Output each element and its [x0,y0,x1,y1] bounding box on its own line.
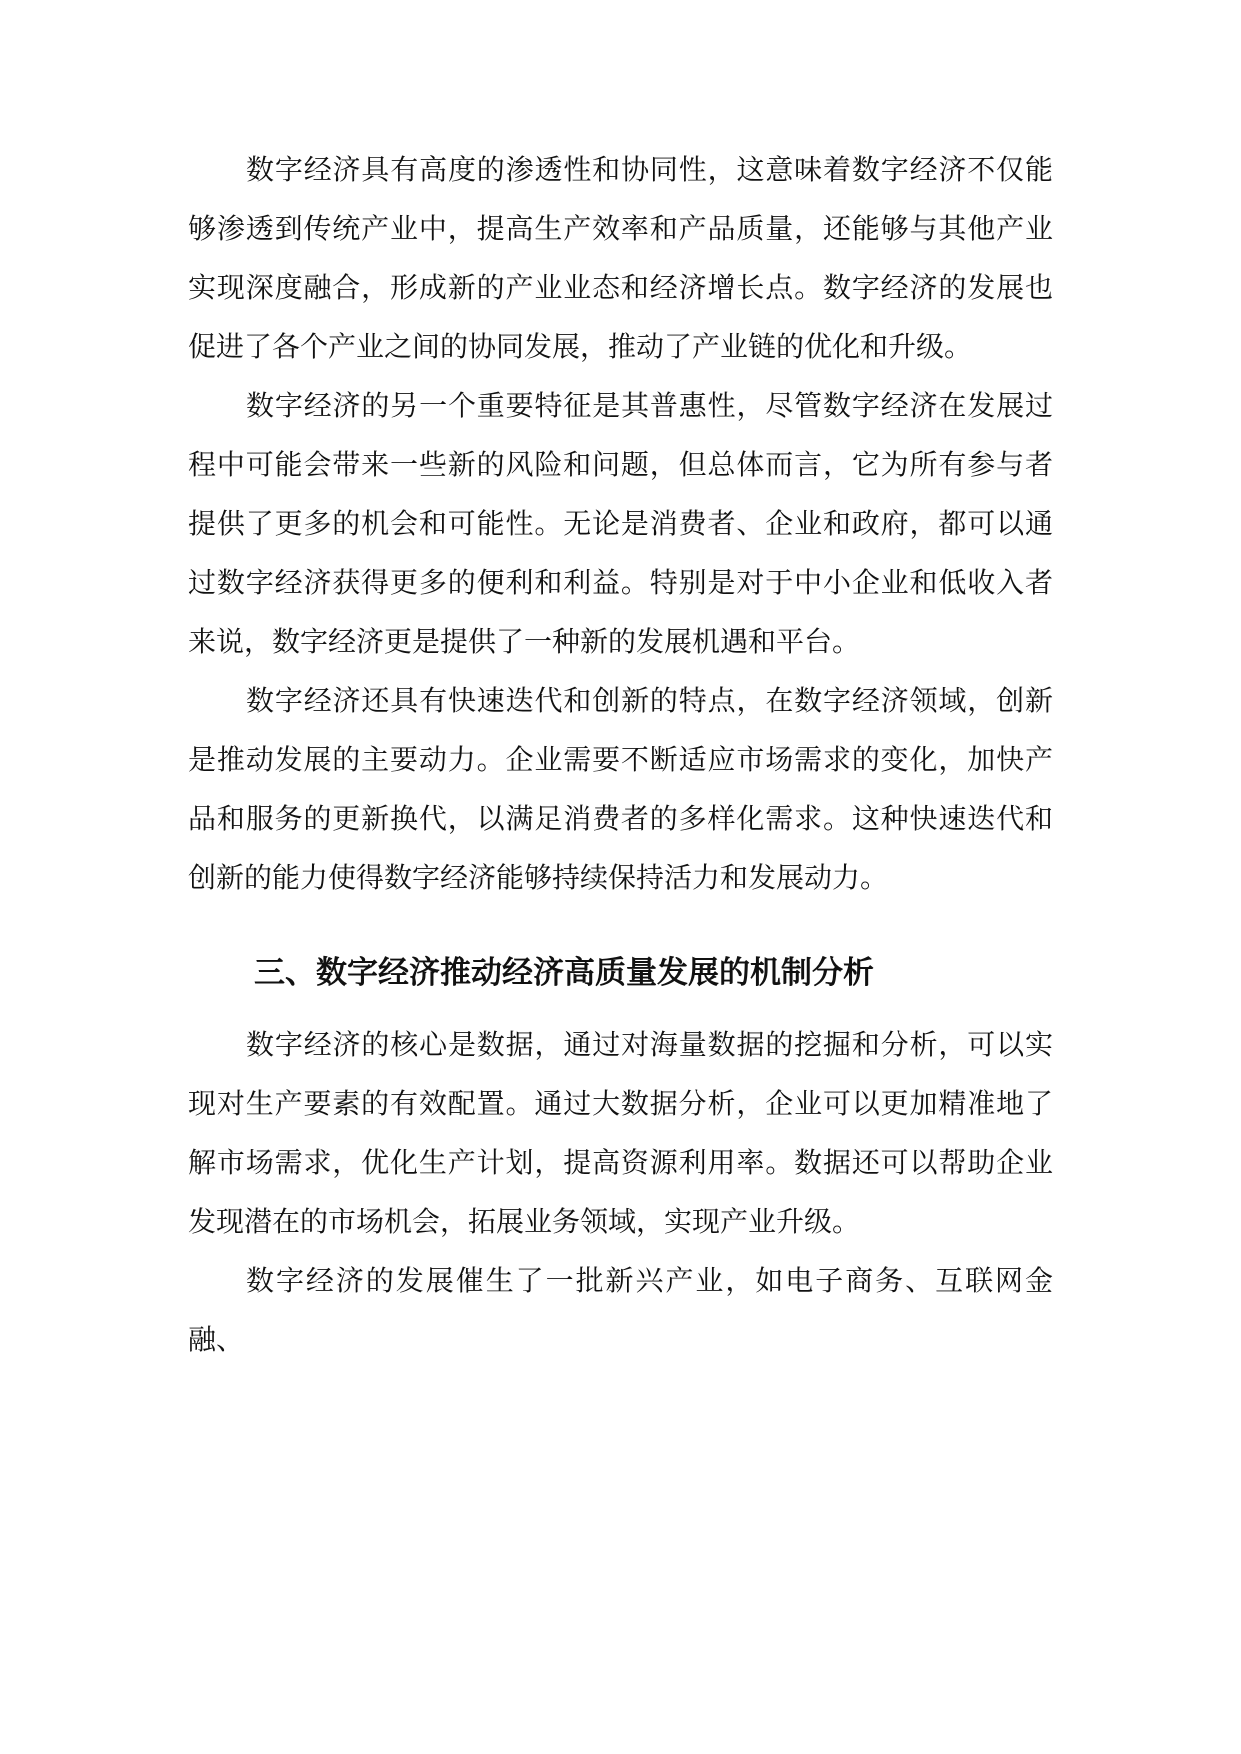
paragraph-inclusiveness: 数字经济的另一个重要特征是其普惠性，尽管数字经济在发展过程中可能会带来一些新的风险和问题，但总体而言，它为所有参与者提供了更多的机会和可能性。无论是消费者、企业和政府，都可以通过数字经济获得更多的便利和利益。特别是对于中小企业和低收入者来说，数字经济更是提供了一种新的发展机遇和平台。 [188,389,1053,658]
section-heading: 三、数字经济推动经济高质量发展的机制分析 [254,955,874,991]
paragraph-iteration: 数字经济还具有快速迭代和创新的特点，在数字经济领域，创新是推动发展的主要动力。企业需要不断适应市场需求的变化，加快产品和服务的更新换代，以满足消费者的多样化需求。这种快速迭代和创新的能力使得数字经济能够持续保持活力和发展动力。 [188,684,1053,894]
paragraph-data-core: 数字经济的核心是数据，通过对海量数据的挖掘和分析，可以实现对生产要素的有效配置。通过大数据分析，企业可以更加精准地了解市场需求，优化生产计划，提高资源利用率。数据还可以帮助企业发现潜在的市场机会，拓展业务领域，实现产业升级。 [188,1028,1053,1238]
paragraph-new-industries: 数字经济的发展催生了一批新兴产业，如电子商务、互联网金融、 [188,1264,1053,1356]
paragraph-pervasiveness: 数字经济具有高度的渗透性和协同性，这意味着数字经济不仅能够渗透到传统产业中，提高生产效率和产品质量，还能够与其他产业实现深度融合，形成新的产业业态和经济增长点。数字经济的发展也促进了各个产业之间的协同发展，推动了产业链的优化和升级。 [188,153,1053,363]
document-body [188,140,1053,1369]
